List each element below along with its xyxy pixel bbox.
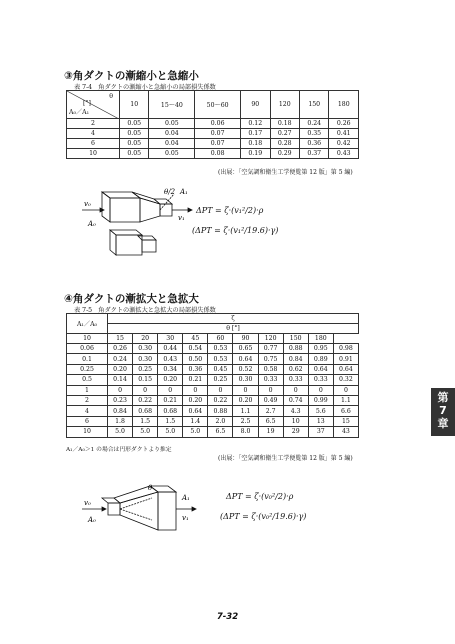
table-cell: 0.74 xyxy=(283,395,308,405)
table-cell: 2.7 xyxy=(258,406,283,416)
table-cell: 5.0 xyxy=(183,427,208,437)
table-cell: 0.99 xyxy=(308,395,333,405)
label-a0: A₀ xyxy=(88,220,96,228)
column-header: 50～60 xyxy=(195,91,241,119)
column-header: 90 xyxy=(233,334,258,344)
table-caption-7-4: 表 7-4 角ダクトの漸縮小と急縮小の局部損失係数 xyxy=(74,84,216,91)
table-cell: 0.52 xyxy=(233,364,258,374)
header-row xyxy=(67,334,359,344)
table-cell: 6.5 xyxy=(258,416,283,426)
table-cell: 0.30 xyxy=(133,344,158,354)
row-header-cell: 10 xyxy=(67,149,120,159)
table-cell: 0.34 xyxy=(158,364,183,374)
row-header-cell: 0.25 xyxy=(67,364,108,374)
table-cell: 1.1 xyxy=(233,406,258,416)
row-header-cell: 4 xyxy=(67,129,120,139)
table-cell: 0 xyxy=(283,385,308,395)
table-cell: 0.88 xyxy=(283,344,308,354)
table-cell: 0.91 xyxy=(333,354,358,364)
table-cell: 0.44 xyxy=(158,344,183,354)
table-cell: 0.65 xyxy=(233,344,258,354)
table-cell: 5.6 xyxy=(308,406,333,416)
table-cell: 0 xyxy=(233,385,258,395)
table-cell: 0.20 xyxy=(158,375,183,385)
table-cell: 0.26 xyxy=(108,344,133,354)
table-cell: 0.14 xyxy=(108,375,133,385)
table-cell: 0.30 xyxy=(133,354,158,364)
table-cell: 0.33 xyxy=(308,375,333,385)
table-cell: 2.5 xyxy=(233,416,258,426)
table-cell: 43 xyxy=(333,427,358,437)
table-cell: 0.32 xyxy=(333,375,358,385)
corner-ratio-header: A₁／A₀ xyxy=(67,314,108,334)
label-v0: v₀ xyxy=(84,200,91,208)
column-header: 180 xyxy=(308,334,333,344)
column-header: 150 xyxy=(283,334,308,344)
table-cell: 0.68 xyxy=(158,406,183,416)
table-cell: 0.49 xyxy=(258,395,283,405)
row-header-cell: 0.06 xyxy=(67,344,108,354)
chapter-tab-char-3: 章 xyxy=(437,417,449,430)
table-row xyxy=(67,395,359,405)
row-header-cell: 2 xyxy=(67,395,108,405)
table-cell: 0.42 xyxy=(329,139,359,149)
table-cell: 0.50 xyxy=(183,354,208,364)
table-cell: 0.20 xyxy=(183,395,208,405)
row-header-cell: 4 xyxy=(67,406,108,416)
table-cell: 0.27 xyxy=(270,129,299,139)
table-cell: 0.45 xyxy=(208,364,233,374)
label-v0: v₀ xyxy=(84,499,91,507)
column-header: 10 xyxy=(67,334,108,344)
table-cell: 1.5 xyxy=(158,416,183,426)
table-cell: 0.43 xyxy=(158,354,183,364)
section-heading-contraction: ③角ダクトの漸縮小と急縮小 xyxy=(64,70,199,82)
corner-unit-label: [°] xyxy=(83,100,91,107)
table-cell: 0.05 xyxy=(149,119,195,129)
column-header: 90 xyxy=(241,91,270,119)
column-header: 180 xyxy=(329,91,359,119)
table-cell: 5.0 xyxy=(133,427,158,437)
table-cell: 0.53 xyxy=(208,354,233,364)
table-cell: 37 xyxy=(308,427,333,437)
table-cell: 0.15 xyxy=(133,375,158,385)
table-cell: 0.43 xyxy=(329,149,359,159)
table-cell: 6.6 xyxy=(333,406,358,416)
table-cell: 1.5 xyxy=(133,416,158,426)
column-header: 15～40 xyxy=(149,91,195,119)
table-cell: 0.89 xyxy=(308,354,333,364)
table-cell: 0.64 xyxy=(183,406,208,416)
table-cell: 0.24 xyxy=(108,354,133,364)
table-cell: 0.24 xyxy=(299,119,328,129)
formula-expansion-gravity: (ΔPT = ζ·(v₀²/19.6)·γ) xyxy=(220,512,307,521)
table-caption-7-5: 表 7-5 角ダクトの漸拡大と急拡大の局部損失係数 xyxy=(74,307,216,314)
table-cell: 0.05 xyxy=(120,119,149,129)
table-row xyxy=(67,119,359,129)
table-cell: 0 xyxy=(333,385,358,395)
column-header: 60 xyxy=(208,334,233,344)
table-cell: 0.77 xyxy=(258,344,283,354)
table-cell: 0.17 xyxy=(241,129,270,139)
column-header: 20 xyxy=(133,334,158,344)
table-cell: 5.0 xyxy=(108,427,133,437)
row-header-cell: 1 xyxy=(67,385,108,395)
table-cell: 0 xyxy=(183,385,208,395)
table-cell: 1.1 xyxy=(333,395,358,405)
formula-contraction-gravity: (ΔPT = ζ·(v₁²/19.6)·γ) xyxy=(192,226,279,235)
table-row xyxy=(67,354,359,364)
table-cell: 0.07 xyxy=(195,129,241,139)
table-corner-cell xyxy=(67,91,120,119)
corner-ratio-label: A₀／A₁ xyxy=(69,109,90,116)
table-row xyxy=(67,364,359,374)
table-cell: 0.18 xyxy=(270,119,299,129)
table-cell: 0.05 xyxy=(120,129,149,139)
label-a1: A₁ xyxy=(180,188,188,196)
table-cell: 1.8 xyxy=(108,416,133,426)
table-cell: 15 xyxy=(333,416,358,426)
table-cell: 0.04 xyxy=(149,129,195,139)
label-a0: A₀ xyxy=(88,516,96,524)
table-cell: 10 xyxy=(283,416,308,426)
formula-contraction-si: ΔPT = ζ·(v₁²/2)·ρ xyxy=(196,206,264,215)
column-header: 30 xyxy=(158,334,183,344)
table-cell: 0.05 xyxy=(149,149,195,159)
table-cell: 0.04 xyxy=(149,139,195,149)
table-cell: 0.21 xyxy=(183,375,208,385)
table-expansion-loss xyxy=(66,313,359,438)
table-cell: 1.4 xyxy=(183,416,208,426)
table-row xyxy=(67,344,359,354)
corner-theta-label: θ xyxy=(109,93,113,100)
table-cell: 0.05 xyxy=(120,139,149,149)
table-cell: 0.07 xyxy=(195,139,241,149)
column-header: 15 xyxy=(108,334,133,344)
table-row xyxy=(67,375,359,385)
table-cell: 0.68 xyxy=(133,406,158,416)
table-cell: 0.64 xyxy=(308,364,333,374)
row-header-cell: 0.5 xyxy=(67,375,108,385)
table-cell: 0 xyxy=(133,385,158,395)
label-theta-half: θ/2 xyxy=(164,188,176,196)
label-theta: θ xyxy=(148,484,153,492)
label-a1: A₁ xyxy=(182,494,190,502)
table-source-7-4: (出展：「空気調和衛生工学便覧第 12 版」第 5 編) xyxy=(218,169,353,176)
table-cell: 0 xyxy=(208,385,233,395)
chapter-tab-char-2: 7 xyxy=(439,404,447,417)
column-header: 120 xyxy=(258,334,283,344)
table-cell: 5.0 xyxy=(158,427,183,437)
label-v1: v₁ xyxy=(182,514,189,522)
table-cell: 0.84 xyxy=(108,406,133,416)
table-cell: 0.06 xyxy=(195,119,241,129)
column-header: 45 xyxy=(183,334,208,344)
table-cell: 4.3 xyxy=(283,406,308,416)
table-row xyxy=(67,149,359,159)
section-heading-expansion: ④角ダクトの漸拡大と急拡大 xyxy=(64,293,199,305)
formula-expansion-si: ΔPT = ζ·(v₀²/2)·ρ xyxy=(226,492,294,501)
table-cell: 0.41 xyxy=(329,129,359,139)
table-cell: 0.95 xyxy=(308,344,333,354)
table-cell: 0.05 xyxy=(120,149,149,159)
table-cell: 19 xyxy=(258,427,283,437)
table-cell: 0.22 xyxy=(208,395,233,405)
table-cell: 0.19 xyxy=(241,149,270,159)
table-row xyxy=(67,427,359,437)
page-number: 7-32 xyxy=(216,612,239,622)
column-header: 120 xyxy=(270,91,299,119)
table-cell: 8.0 xyxy=(233,427,258,437)
table-cell: 0 xyxy=(108,385,133,395)
table-cell: 0.64 xyxy=(233,354,258,364)
table-cell: 0.18 xyxy=(241,139,270,149)
table-cell: 0.25 xyxy=(133,364,158,374)
table-cell: 0.21 xyxy=(158,395,183,405)
table-cell: 0.29 xyxy=(270,149,299,159)
table-cell: 0.08 xyxy=(195,149,241,159)
table-cell: 0.25 xyxy=(208,375,233,385)
table-cell: 0.54 xyxy=(183,344,208,354)
table-cell: 0.33 xyxy=(258,375,283,385)
table-cell: 29 xyxy=(283,427,308,437)
table-cell: 0.64 xyxy=(333,364,358,374)
table-cell: 0.23 xyxy=(108,395,133,405)
table-source-7-5: (出展：「空気調和衛生工学便覧第 12 版」第 5 編) xyxy=(218,455,353,462)
zeta-header: ζ xyxy=(108,314,359,324)
table-cell: 0.75 xyxy=(258,354,283,364)
row-header-cell: 0.1 xyxy=(67,354,108,364)
table-cell: 0.30 xyxy=(233,375,258,385)
table-cell: 0.88 xyxy=(208,406,233,416)
table-cell: 0.53 xyxy=(208,344,233,354)
chapter-tab-char-1: 第 xyxy=(437,391,449,404)
table-row xyxy=(67,129,359,139)
table-cell: 6.5 xyxy=(208,427,233,437)
theta-header: θ [°] xyxy=(108,324,359,334)
table-cell: 0.22 xyxy=(133,395,158,405)
label-v1: v₁ xyxy=(178,214,185,222)
table-note-7-5: A₁／A₀＞1 の場合は円形ダクトより推定 xyxy=(66,447,172,453)
table-row xyxy=(67,416,359,426)
table-cell: 0 xyxy=(158,385,183,395)
table-cell: 0.28 xyxy=(270,139,299,149)
table-row xyxy=(67,406,359,416)
contraction-diagram xyxy=(80,182,210,260)
table-cell: 0.58 xyxy=(258,364,283,374)
table-cell: 0.98 xyxy=(333,344,358,354)
row-header-cell: 2 xyxy=(67,119,120,129)
table-cell: 0.35 xyxy=(299,129,328,139)
table-cell: 13 xyxy=(308,416,333,426)
table-cell: 0.20 xyxy=(108,364,133,374)
table-row xyxy=(67,139,359,149)
table-cell: 0 xyxy=(258,385,283,395)
table-cell: 2.0 xyxy=(208,416,233,426)
column-header: 150 xyxy=(299,91,328,119)
row-header-cell: 10 xyxy=(67,427,108,437)
table-cell: 0.36 xyxy=(299,139,328,149)
table-cell: 0.84 xyxy=(283,354,308,364)
table-cell: 0.62 xyxy=(283,364,308,374)
table-contraction-loss xyxy=(66,90,359,159)
row-header-cell: 6 xyxy=(67,139,120,149)
table-cell: 0.33 xyxy=(283,375,308,385)
column-header: 10 xyxy=(120,91,149,119)
table-cell: 0.20 xyxy=(233,395,258,405)
table-cell: 0.12 xyxy=(241,119,270,129)
row-header-cell: 6 xyxy=(67,416,108,426)
table-cell: 0 xyxy=(308,385,333,395)
chapter-tab xyxy=(431,388,455,436)
table-row xyxy=(67,385,359,395)
table-cell: 0.36 xyxy=(183,364,208,374)
table-cell: 0.37 xyxy=(299,149,328,159)
expansion-diagram xyxy=(80,478,210,540)
table-cell: 0.26 xyxy=(329,119,359,129)
